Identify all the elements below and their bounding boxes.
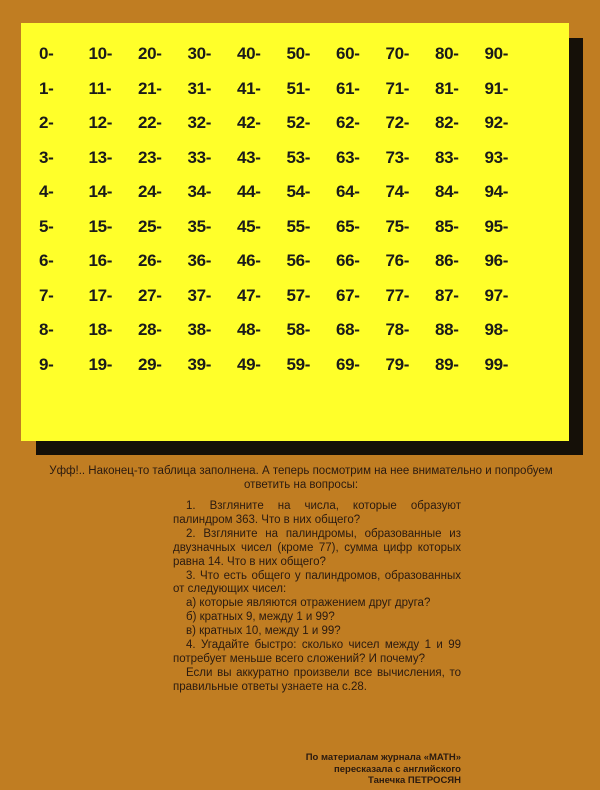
table-cell: 71- — [385, 78, 410, 98]
table-cell: 28- — [138, 320, 162, 339]
table-cell: 64- — [336, 182, 360, 201]
table-cell: 9- — [39, 354, 54, 374]
table-cell: 59- — [286, 354, 311, 374]
table-cell: 44- — [237, 182, 261, 201]
table-cell: 58- — [286, 320, 311, 339]
table-cell: 40- — [237, 44, 261, 63]
table-cell: 67- — [336, 285, 360, 305]
table-cell: 8- — [39, 320, 54, 339]
table-cell: 43- — [237, 147, 261, 167]
table-cell: 26- — [138, 251, 162, 270]
table-cell: 36- — [187, 251, 212, 270]
credit-author: Танечка ПЕТРОСЯН — [368, 775, 461, 787]
question-3a: а) которые являются отражением друг друга? — [186, 597, 431, 610]
table-cell: 11- — [88, 78, 112, 98]
table-cell: 81- — [435, 78, 459, 98]
question-2: 2. Взгляните на палиндромы, образованные из двузначных чисел (кроме 77), сумма цифр которых равна 14. Что в них общего? — [173, 527, 461, 568]
table-cell: 49- — [237, 354, 261, 374]
question-3c: в) кратных 10, между 1 и 99? — [186, 625, 341, 638]
table-cell: 91- — [484, 78, 509, 98]
table-cell: 39- — [187, 354, 212, 374]
table-cell: 51- — [286, 78, 311, 98]
table-cell: 66- — [336, 251, 360, 270]
table-cell: 4- — [39, 182, 54, 201]
credit-source: По материалам журнала «MATH» — [305, 752, 461, 763]
table-cell: 38- — [187, 320, 212, 339]
number-table — [39, 44, 534, 389]
table-cell: 16- — [88, 251, 113, 270]
question-3: 3. Что есть общего у палиндромов, образованных от следующих чисел: — [173, 569, 461, 596]
table-cell: 96- — [484, 251, 509, 270]
table-cell: 41- — [237, 78, 261, 98]
table-cell: 97- — [484, 285, 509, 305]
table-cell: 83- — [435, 147, 459, 167]
table-cell: 72- — [385, 113, 410, 132]
table-cell: 68- — [336, 320, 360, 339]
table-cell: 76- — [385, 251, 410, 270]
table-cell: 33- — [187, 147, 212, 167]
table-cell: 77- — [385, 285, 410, 305]
table-cell: 87- — [435, 285, 459, 305]
credit-translator: пересказала с английского — [334, 763, 461, 775]
table-cell: 94- — [484, 182, 509, 201]
table-cell: 21- — [138, 78, 162, 98]
table-cell: 98- — [484, 320, 509, 339]
table-cell: 89- — [435, 354, 459, 374]
table-cell: 35- — [187, 216, 212, 236]
table-cell: 86- — [435, 251, 459, 270]
table-cell: 5- — [39, 216, 54, 236]
table-cell: 85- — [435, 216, 459, 236]
table-cell: 99- — [484, 354, 509, 374]
table-cell: 17- — [88, 285, 113, 305]
table-cell: 31- — [187, 78, 212, 98]
table-cell: 20- — [138, 44, 162, 63]
table-cell: 62- — [336, 113, 360, 132]
table-cell: 80- — [435, 44, 459, 63]
table-cell: 25- — [138, 216, 162, 236]
table-cell: 79- — [385, 354, 410, 374]
credit — [250, 752, 461, 787]
table-cell: 2- — [39, 113, 54, 132]
table-cell: 90- — [484, 44, 509, 63]
table-cell: 54- — [286, 182, 311, 201]
table-cell: 6- — [39, 251, 54, 270]
table-cell: 75- — [385, 216, 410, 236]
table-cell: 42- — [237, 113, 261, 132]
table-cell: 57- — [286, 285, 311, 305]
table-cell: 60- — [336, 44, 360, 63]
question-3b: б) кратных 9, между 1 и 99? — [186, 611, 335, 624]
intro-text: Уфф!.. Наконец-то таблица заполнена. А теперь посмотрим на нее внимательно и попробуем ответить на вопросы: — [49, 465, 553, 491]
table-cell: 15- — [88, 216, 113, 236]
table-cell: 69- — [336, 354, 360, 374]
question-1: 1. Взгляните на числа, которые образуют палиндром 363. Что в них общего? — [173, 500, 461, 526]
table-cell: 74- — [385, 182, 410, 201]
table-cell: 0- — [39, 44, 54, 63]
answers-note: Если вы аккуратно произвели все вычисления, то правильные ответы узнаете на с.28. — [173, 666, 461, 693]
table-cell: 10- — [88, 44, 113, 63]
table-cell: 27- — [138, 285, 162, 305]
table-cell: 18- — [88, 320, 113, 339]
table-cell: 34- — [187, 182, 212, 201]
table-cell: 78- — [385, 320, 410, 339]
table-cell: 7- — [39, 285, 54, 305]
table-cell: 32- — [187, 113, 212, 132]
table-cell: 19- — [88, 354, 113, 374]
table-cell: 93- — [484, 147, 509, 167]
table-cell: 3- — [39, 147, 54, 167]
table-cell: 48- — [237, 320, 261, 339]
table-cell: 24- — [138, 182, 162, 201]
table-cell: 30- — [187, 44, 212, 63]
table-cell: 46- — [237, 251, 261, 270]
table-cell: 55- — [286, 216, 311, 236]
table-cell: 45- — [237, 216, 261, 236]
table-cell: 92- — [484, 113, 509, 132]
table-cell: 23- — [138, 147, 162, 167]
table-cell: 56- — [286, 251, 311, 270]
table-cell: 52- — [286, 113, 311, 132]
question-4: 4. Угадайте быстро: сколько чисел между 1 и 99 потребует меньше всего сложений? И почему? — [173, 639, 461, 665]
table-cell: 47- — [237, 285, 261, 305]
table-cell: 37- — [187, 285, 212, 305]
table-cell: 73- — [385, 147, 410, 167]
table-cell: 13- — [88, 147, 113, 167]
table-cell: 14- — [88, 182, 113, 201]
table-cell: 50- — [286, 44, 311, 63]
table-cell: 61- — [336, 78, 360, 98]
table-cell: 29- — [138, 354, 162, 374]
table-cell: 22- — [138, 113, 162, 132]
table-cell: 82- — [435, 113, 459, 132]
table-cell: 84- — [435, 182, 459, 201]
table-cell: 65- — [336, 216, 360, 236]
table-cell: 53- — [286, 147, 311, 167]
table-cell: 1- — [39, 78, 54, 98]
questions-block — [173, 500, 461, 695]
table-cell: 95- — [484, 216, 509, 236]
table-cell: 88- — [435, 320, 459, 339]
table-cell: 63- — [336, 147, 360, 167]
table-cell: 70- — [385, 44, 410, 63]
table-cell: 12- — [88, 113, 113, 132]
